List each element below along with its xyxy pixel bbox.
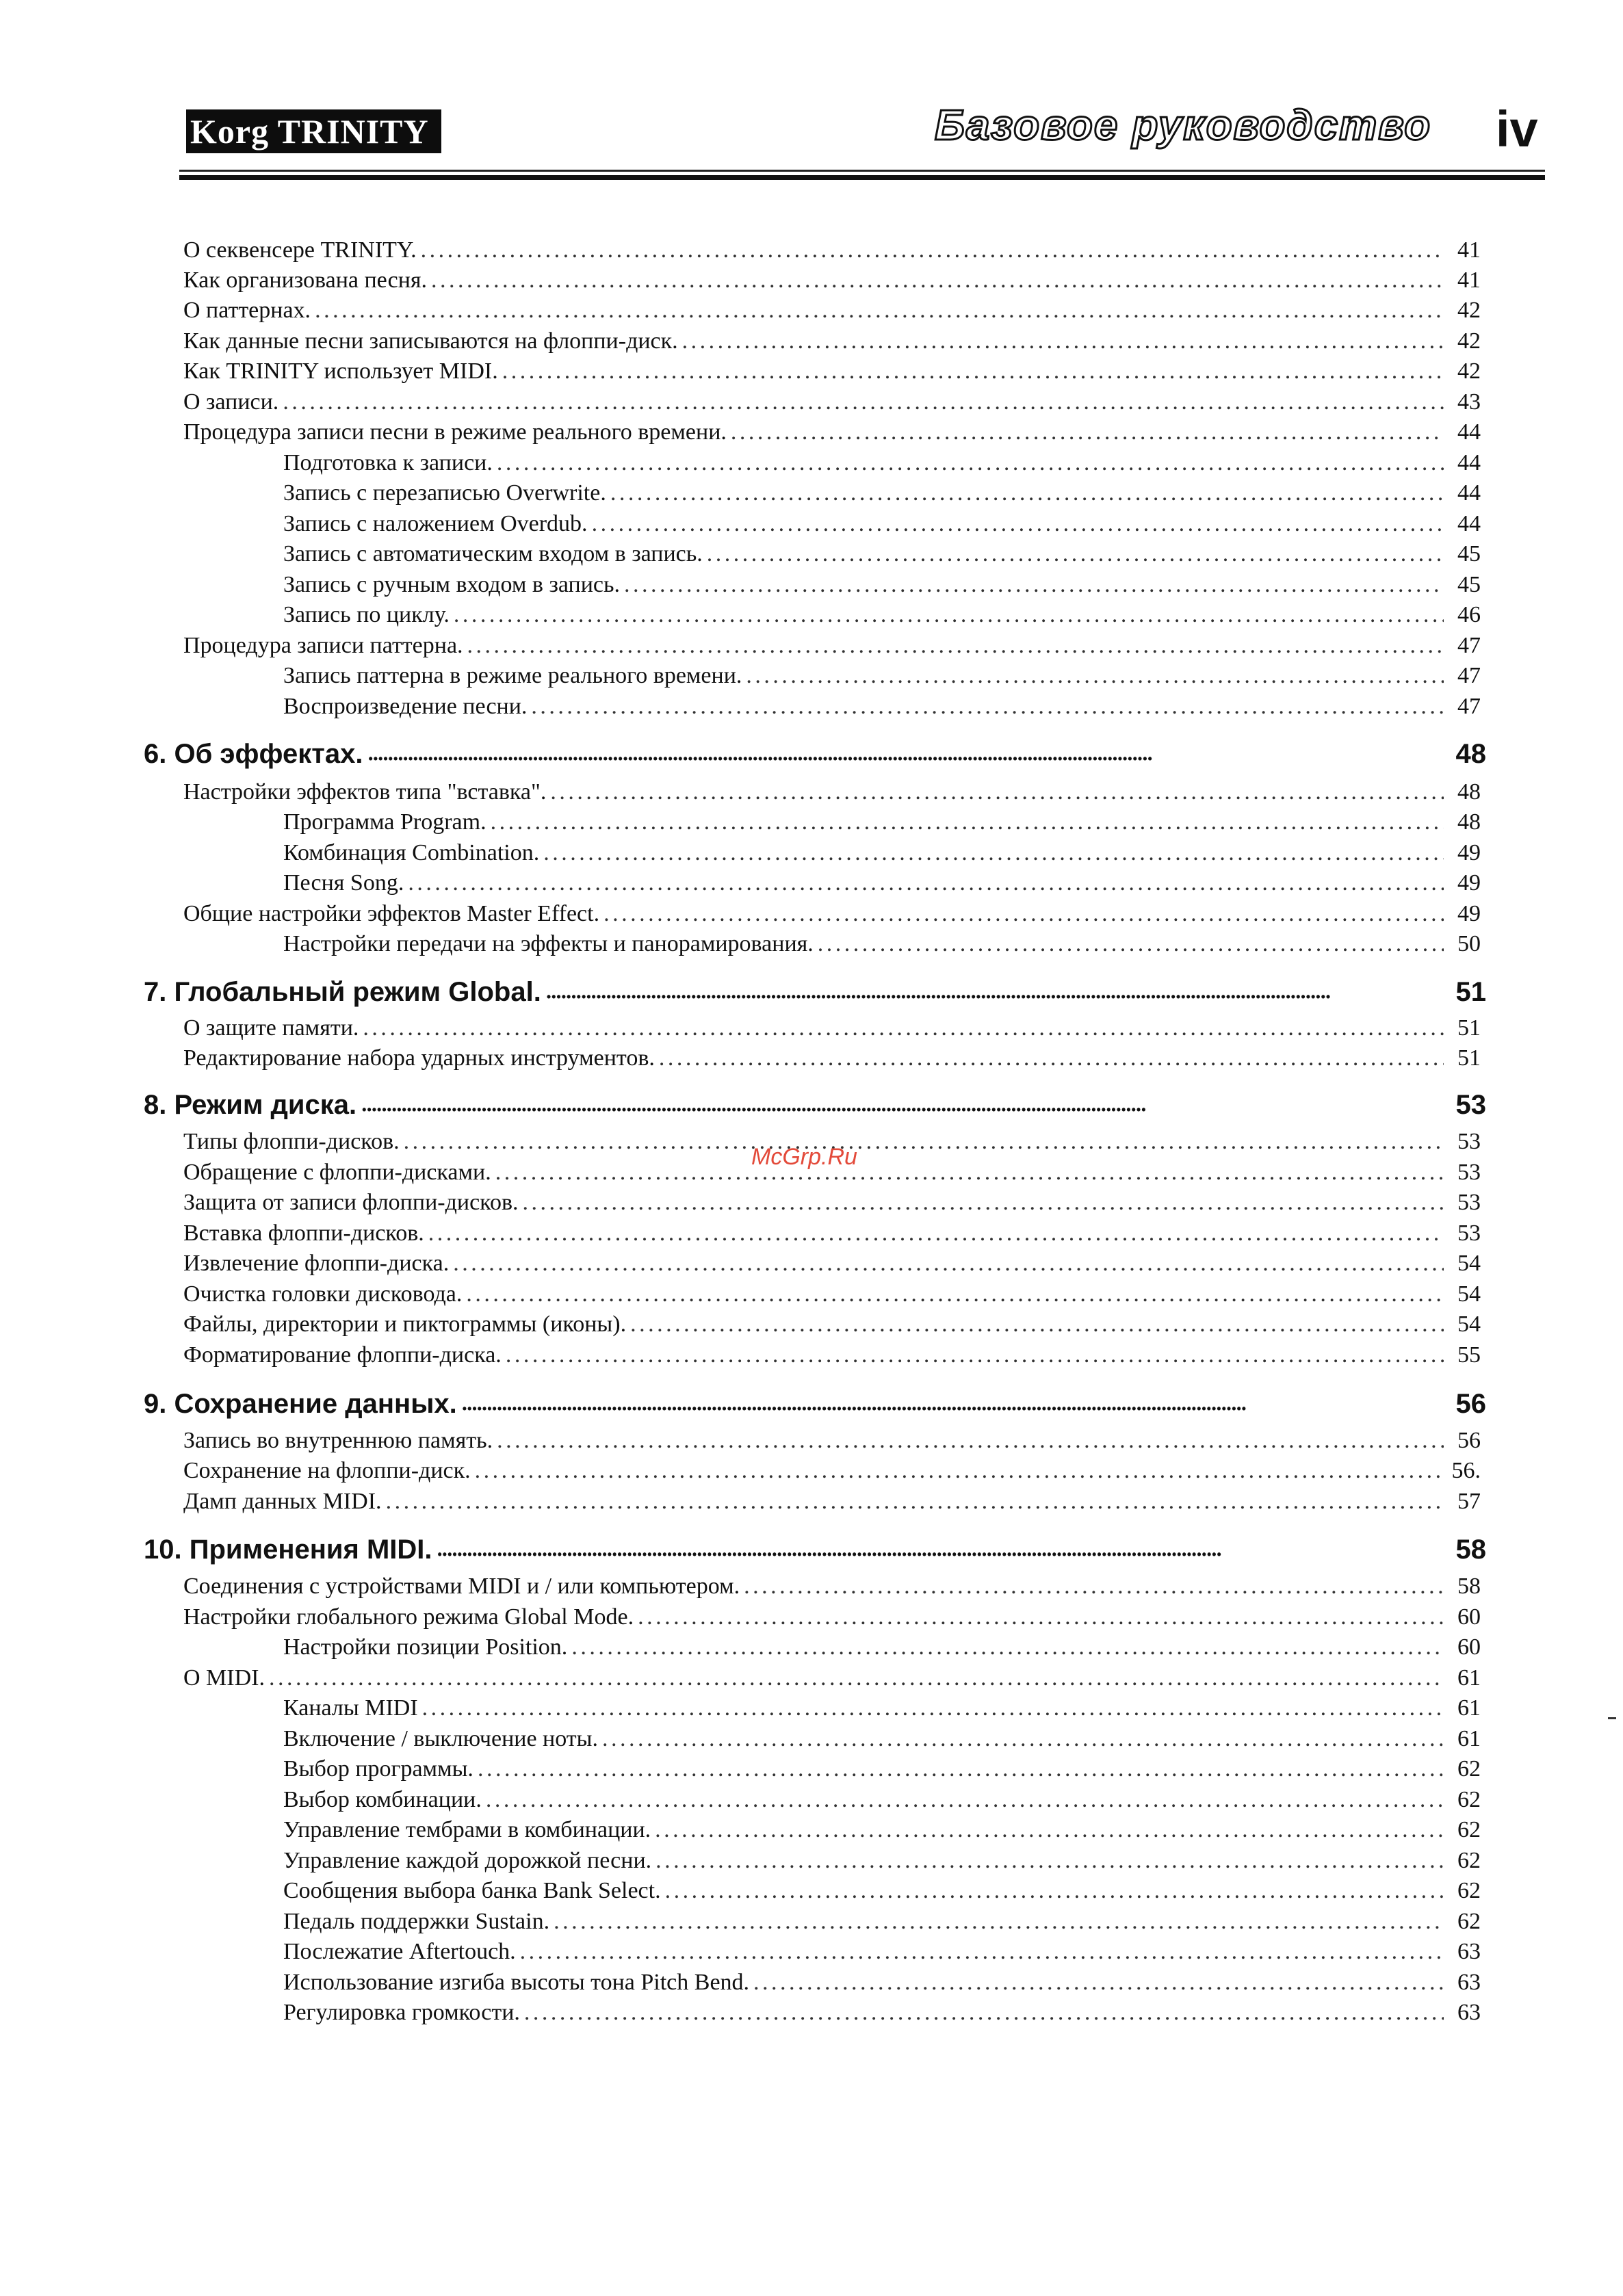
toc-entry[interactable] [283, 1846, 1481, 1876]
dot-leader [437, 1532, 1450, 1572]
toc-entry-title: Файлы, директории и пиктограммы (иконы). [183, 1312, 627, 1337]
toc-entry[interactable] [283, 807, 1481, 837]
toc-entry[interactable] [183, 1487, 1481, 1517]
toc-entry-page: 60 [1457, 1634, 1481, 1660]
dot-leader [404, 1127, 1444, 1157]
chapter-title: 7. Глобальный режим Global. [144, 977, 541, 1007]
toc-entry-page: 62 [1457, 1756, 1481, 1782]
toc-entry-page: 41 [1457, 268, 1481, 293]
toc-entry-title: Общие настройки эффектов Master Effect. [183, 901, 600, 926]
toc-entry-title: Настройки эффектов типа "вставка". [183, 779, 547, 805]
dot-leader [520, 1937, 1444, 1967]
dot-leader [363, 1013, 1444, 1043]
toc-entry-title: Соединения с устройствами MIDI и / или компьютером. [183, 1574, 740, 1599]
toc-entry-title: Как TRINITY использует MIDI. [183, 358, 498, 384]
chapter-heading[interactable] [144, 974, 1486, 1010]
toc-entry-title: Процедура записи песни в режиме реального времени. [183, 419, 727, 445]
toc-entry-page: 45 [1457, 541, 1481, 566]
dot-leader [638, 1602, 1444, 1632]
chapter-page: 53 [1455, 1090, 1486, 1120]
dot-leader [547, 974, 1451, 1015]
toc-entry-title: Настройки передачи на эффекты и панорамирования. [283, 931, 814, 956]
toc-entry-page: 49 [1457, 870, 1481, 896]
toc-entry[interactable] [183, 1571, 1481, 1602]
toc-entry-page: 61 [1457, 1665, 1481, 1691]
dot-leader [269, 1663, 1444, 1693]
toc-entry[interactable] [183, 1013, 1481, 1043]
dot-leader [665, 1876, 1444, 1906]
dot-leader [603, 899, 1444, 929]
toc-entry-title: Очистка головки дисковода. [183, 1281, 463, 1307]
dot-leader [463, 1386, 1451, 1426]
toc-entry-page: 51 [1457, 1045, 1481, 1071]
toc-entry-page: 56. [1451, 1458, 1481, 1483]
dot-leader [497, 1426, 1444, 1456]
chapter-heading[interactable] [144, 736, 1486, 772]
dot-leader [707, 539, 1444, 569]
toc-entry-page: 47 [1457, 694, 1481, 719]
toc-entry-page: 44 [1457, 419, 1481, 445]
toc-entry[interactable] [183, 1340, 1481, 1370]
chapter-title: 10. Применения MIDI. [144, 1535, 432, 1565]
toc-entry-page: 48 [1457, 809, 1481, 835]
toc-entry[interactable] [183, 356, 1481, 387]
toc-entry-title: Запись с ручным входом в запись. [283, 572, 621, 597]
toc-entry[interactable] [183, 265, 1481, 296]
toc-entry-title: Воспроизведение песни. [283, 694, 528, 719]
dot-leader [478, 1754, 1444, 1784]
chapter-page: 56 [1455, 1389, 1486, 1419]
dot-leader [422, 1693, 1444, 1723]
toc-entry-page: 54 [1457, 1251, 1481, 1276]
toc-entry-title: О паттернах. [183, 298, 311, 323]
toc-entry-title: О MIDI. [183, 1665, 265, 1691]
toc-entry[interactable] [183, 899, 1481, 929]
toc-entry-title: Песня Song. [283, 870, 404, 896]
chapter-title: 6. Об эффектах. [144, 739, 363, 769]
chapter-heading[interactable] [144, 1386, 1486, 1422]
dot-leader [421, 235, 1444, 265]
toc-entry-title: Управление каждой дорожкой песни. [283, 1848, 652, 1873]
toc-entry-title: О записи. [183, 389, 279, 415]
dot-leader [431, 265, 1444, 296]
toc-entry-title: Дамп данных MIDI. [183, 1489, 382, 1514]
toc-entry[interactable] [283, 929, 1481, 959]
toc-entry-title: Педаль поддержки Sustain. [283, 1909, 550, 1934]
dot-leader [543, 838, 1444, 868]
toc-entry-page: 47 [1457, 663, 1481, 688]
toc-entry-title: Сообщения выбора банка Bank Select. [283, 1878, 661, 1903]
toc-entry-title: Включение / выключение ноты. [283, 1726, 598, 1751]
toc-entry-page: 44 [1457, 480, 1481, 506]
dot-leader [283, 387, 1444, 417]
page-number: iv [1496, 101, 1538, 157]
toc-entry-page: 63 [1457, 1970, 1481, 1995]
dot-leader [502, 356, 1444, 387]
toc-entry[interactable] [283, 692, 1481, 722]
toc-entry[interactable] [283, 1693, 1481, 1723]
toc-entry[interactable] [183, 1602, 1481, 1632]
toc-entry[interactable] [283, 838, 1481, 868]
dot-leader [495, 1158, 1444, 1188]
toc-entry-page: 49 [1457, 901, 1481, 926]
toc-entry-page: 46 [1457, 602, 1481, 627]
toc-entry-page: 53 [1457, 1190, 1481, 1215]
dot-leader [753, 1968, 1444, 1998]
toc-entry[interactable] [283, 661, 1481, 691]
dot-leader [746, 661, 1444, 691]
dot-leader [362, 1087, 1450, 1127]
toc-entry[interactable] [283, 1907, 1481, 1937]
toc-entry[interactable] [183, 1218, 1481, 1249]
toc-entry-page: 63 [1457, 1939, 1481, 1964]
dot-leader [428, 1218, 1444, 1249]
dot-leader [497, 448, 1444, 478]
dot-leader [550, 777, 1444, 807]
toc-entry-page: 53 [1457, 1160, 1481, 1185]
toc-entry-title: О секвенсере TRINITY. [183, 237, 417, 263]
dot-leader [818, 929, 1444, 959]
toc-entry-title: Редактирование набора ударных инструментов. [183, 1045, 655, 1071]
dot-leader [682, 326, 1444, 356]
toc-entry[interactable] [283, 600, 1481, 630]
dot-leader [592, 509, 1444, 539]
toc-entry-page: 62 [1457, 1787, 1481, 1812]
toc-entry-title: О защите памяти. [183, 1015, 359, 1041]
toc-entry-page: 50 [1457, 931, 1481, 956]
toc-entry-title: Запись с автоматическим входом в запись. [283, 541, 703, 566]
toc-entry-title: Запись с перезаписью Overwrite. [283, 480, 606, 506]
toc-entry-page: 49 [1457, 840, 1481, 865]
toc-entry-title: Программа Program. [283, 809, 486, 835]
dot-leader [466, 1279, 1444, 1309]
toc-entry[interactable] [283, 1754, 1481, 1784]
toc-entry[interactable] [283, 1785, 1481, 1815]
toc-entry[interactable] [283, 1998, 1481, 2028]
toc-entry-page: 44 [1457, 450, 1481, 475]
toc-entry-title: Запись по циклу. [283, 602, 450, 627]
toc-entry[interactable] [183, 387, 1481, 417]
chapter-page: 51 [1455, 977, 1486, 1007]
dot-leader [610, 478, 1444, 508]
chapter-page: 48 [1455, 739, 1486, 769]
toc-entry[interactable] [283, 570, 1481, 600]
toc-entry[interactable] [283, 868, 1481, 898]
toc-entry-title: Запись паттерна в режиме реального времени. [283, 663, 742, 688]
header-rule-thin [179, 170, 1545, 172]
toc-entry-title: Форматирование флоппи-диска. [183, 1342, 502, 1368]
toc-entry[interactable] [183, 1043, 1481, 1073]
dot-leader [368, 736, 1450, 777]
toc-entry-page: 58 [1457, 1574, 1481, 1599]
header-rule-thick [179, 175, 1545, 180]
toc-entry-title: Защита от записи флоппи-дисков. [183, 1190, 519, 1215]
toc-entry[interactable] [283, 509, 1481, 539]
toc-entry[interactable] [283, 478, 1481, 508]
toc-entry[interactable] [183, 1456, 1481, 1486]
toc-entry-title: Типы флоппи-дисков. [183, 1129, 400, 1154]
toc-entry-page: 41 [1457, 237, 1481, 263]
dot-leader [571, 1632, 1444, 1662]
toc-entry[interactable] [283, 1815, 1481, 1845]
toc-entry[interactable] [283, 1724, 1481, 1754]
toc-entry-page: 51 [1457, 1015, 1481, 1041]
toc-entry[interactable] [183, 1309, 1481, 1340]
toc-entry-title: Настройки позиции Position. [283, 1634, 568, 1660]
dot-leader [655, 1815, 1444, 1845]
dot-leader [602, 1724, 1444, 1754]
toc-entry-title: Управление тембрами в комбинации. [283, 1817, 651, 1842]
dot-leader [408, 868, 1444, 898]
toc-entry-title: Выбор комбинации. [283, 1787, 482, 1812]
toc-entry-page: 56 [1457, 1428, 1481, 1453]
dot-leader [386, 1487, 1444, 1517]
dot-leader [475, 1456, 1444, 1486]
toc-entry-page: 57 [1457, 1489, 1481, 1514]
toc-entry-page: 42 [1457, 358, 1481, 384]
toc-entry[interactable] [283, 539, 1481, 569]
dot-leader [624, 570, 1444, 600]
toc-entry-page: 63 [1457, 2000, 1481, 2025]
toc-entry-page: 48 [1457, 779, 1481, 805]
toc-entry-page: 44 [1457, 511, 1481, 536]
toc-entry[interactable] [183, 296, 1481, 326]
dot-leader [630, 1309, 1444, 1340]
dot-leader [659, 1043, 1444, 1073]
dot-leader [315, 296, 1444, 326]
toc-entry-title: Послежатие Aftertouch. [283, 1939, 516, 1964]
toc-entry-page: 62 [1457, 1878, 1481, 1903]
toc-entry-title: Использование изгиба высоты тона Pitch Bend. [283, 1970, 750, 1995]
toc-entry[interactable] [183, 326, 1481, 356]
toc-entry-title: Подготовка к записи. [283, 450, 493, 475]
toc-entry-title: Как организована песня. [183, 268, 428, 293]
chapter-title: 8. Режим диска. [144, 1090, 357, 1120]
toc-entry-page: 45 [1457, 572, 1481, 597]
brand-label: Korg TRINITY [186, 109, 441, 153]
toc-entry-page: 54 [1457, 1312, 1481, 1337]
toc-entry[interactable] [183, 1249, 1481, 1279]
toc-entry[interactable] [183, 417, 1481, 447]
dot-leader [523, 1188, 1444, 1218]
toc-entry-title: Вставка флоппи-дисков. [183, 1221, 424, 1246]
dot-leader [731, 417, 1444, 447]
toc-entry-page: 60 [1457, 1604, 1481, 1630]
toc-entry-title: Извлечение флоппи-диска. [183, 1251, 450, 1276]
dot-leader [454, 600, 1444, 630]
toc-entry[interactable] [283, 1876, 1481, 1906]
guide-title: Базовое руководство [935, 102, 1432, 149]
dot-leader [506, 1340, 1444, 1370]
toc-entry-title: Как данные песни записываются на флоппи-диск. [183, 328, 678, 354]
toc-entry-title: Выбор программы. [283, 1756, 473, 1782]
toc-entry-page: 62 [1457, 1817, 1481, 1842]
toc-entry-title: Обращение с флоппи-дисками. [183, 1160, 491, 1185]
toc-entry-page: 42 [1457, 328, 1481, 354]
dot-leader [453, 1249, 1444, 1279]
toc-entry-title: Запись во внутреннюю память. [183, 1428, 493, 1453]
toc-entry[interactable] [183, 1663, 1481, 1693]
toc-entry[interactable] [183, 1426, 1481, 1456]
toc-entry[interactable] [183, 235, 1481, 265]
toc-entry-page: 53 [1457, 1221, 1481, 1246]
toc-entry-page: 54 [1457, 1281, 1481, 1307]
dot-leader [554, 1907, 1444, 1937]
toc-entry-page: 61 [1457, 1695, 1481, 1721]
watermark: McGrp.Ru [751, 1144, 857, 1170]
toc-entry-title: Настройки глобального режима Global Mode. [183, 1604, 634, 1630]
chapter-heading[interactable] [144, 1532, 1486, 1567]
page-header [0, 0, 1623, 185]
dot-leader [655, 1846, 1444, 1876]
toc-entry-page: 62 [1457, 1909, 1481, 1934]
toc-entry[interactable] [183, 1279, 1481, 1309]
chapter-heading[interactable] [144, 1087, 1486, 1123]
toc-entry-page: 47 [1457, 633, 1481, 658]
chapter-page: 58 [1455, 1535, 1486, 1565]
toc-entry-page: 62 [1457, 1848, 1481, 1873]
dot-leader [486, 1785, 1444, 1815]
toc-entry[interactable] [183, 777, 1481, 807]
toc-entry-page: 55 [1457, 1342, 1481, 1368]
dot-leader [524, 1998, 1444, 2028]
dot-leader [491, 807, 1444, 837]
toc-entry-page: 53 [1457, 1129, 1481, 1154]
toc-entry-title: Комбинация Combination. [283, 840, 540, 865]
chapter-title: 9. Сохранение данных. [144, 1389, 457, 1419]
toc-entry-page: 61 [1457, 1726, 1481, 1751]
toc-entry-page: 42 [1457, 298, 1481, 323]
toc-entry-title: Сохранение на флоппи-диск. [183, 1458, 471, 1483]
dot-leader [467, 631, 1444, 661]
toc-entry[interactable] [183, 1188, 1481, 1218]
toc-entry[interactable] [283, 448, 1481, 478]
margin-mark [1608, 1717, 1616, 1719]
toc-entry[interactable] [183, 631, 1481, 661]
toc-entry-title: Регулировка громкости. [283, 2000, 520, 2025]
dot-leader [744, 1571, 1444, 1602]
toc-entry-title: Запись с наложением Overdub. [283, 511, 588, 536]
toc-entry[interactable] [283, 1937, 1481, 1967]
toc-entry-page: 43 [1457, 389, 1481, 415]
dot-leader [531, 692, 1444, 722]
toc-entry-title: Каналы MIDI [283, 1695, 418, 1721]
toc-entry-title: Процедура записи паттерна. [183, 633, 463, 658]
toc-entry[interactable] [283, 1968, 1481, 1998]
toc-entry[interactable] [283, 1632, 1481, 1662]
